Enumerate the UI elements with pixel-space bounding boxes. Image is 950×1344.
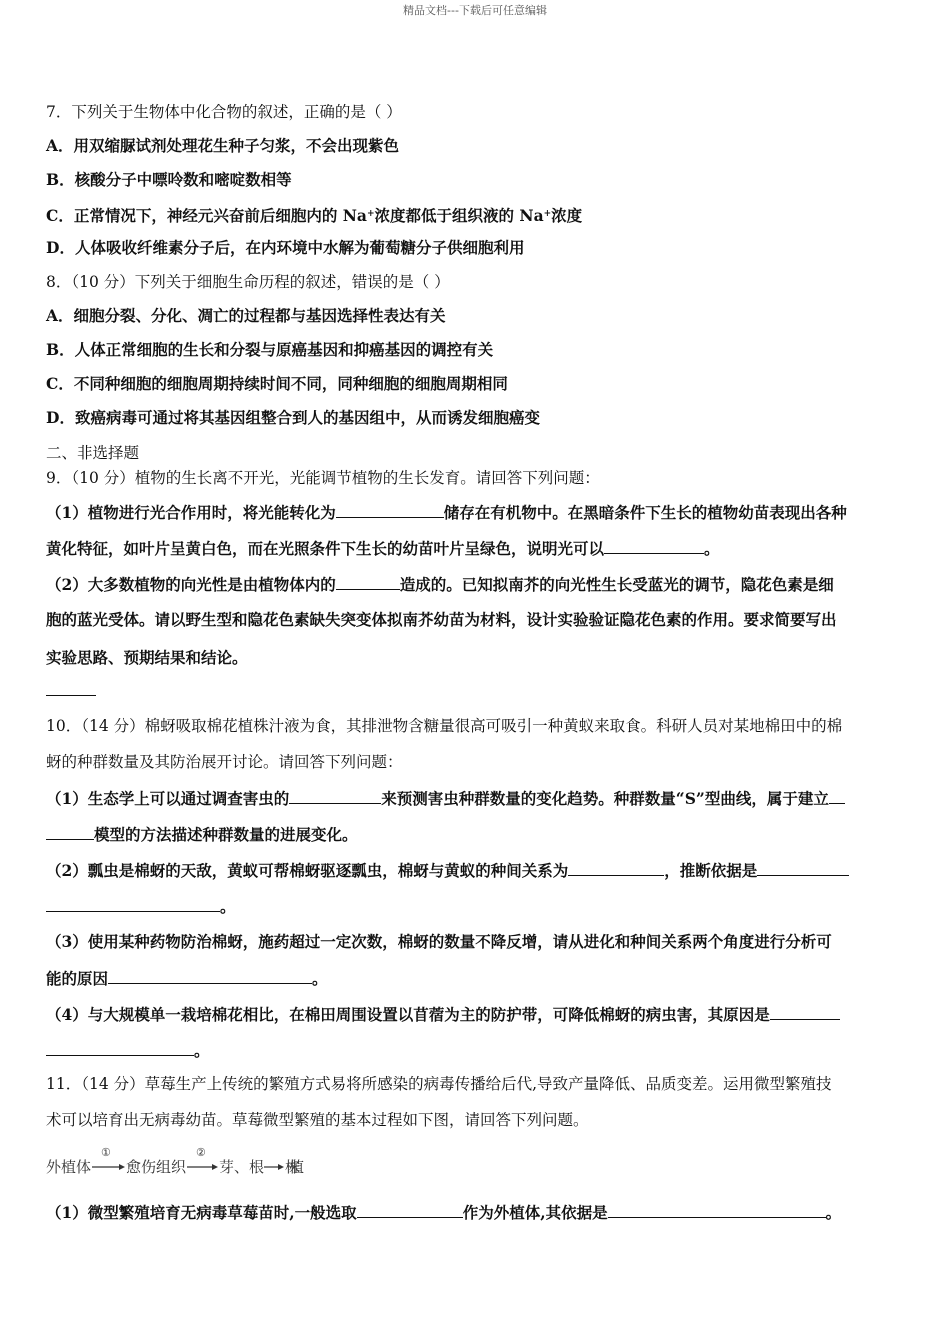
q10-part3-line2 <box>46 968 328 989</box>
answer-blank[interactable] <box>608 1202 826 1218</box>
q10-p3-text1: 能的原因 <box>46 969 109 988</box>
q9-p2-text1: （2）大多数植物的向光性是由植物体内的 <box>46 575 336 594</box>
answer-blank[interactable] <box>46 1040 194 1056</box>
q9-part2-line3: 实验思路、预期结果和结论。 <box>46 648 248 667</box>
q11-stem-line2: 术可以培育出无病毒幼苗。草莓微型繁殖的基本过程如下图，请回答下列问题。 <box>46 1111 589 1129</box>
q7-c-text2: 浓度都低于组织液的 Na <box>374 206 544 225</box>
q9-p2-text2: 造成的。已知拟南芥的向光性生长受蓝光的调节，隐花色素是细 <box>399 575 834 594</box>
q10-stem-line2: 蚜的种群数量及其防治展开讨论。请回答下列问题： <box>46 753 403 771</box>
answer-blank[interactable] <box>336 502 444 518</box>
q11-part1-line1 <box>46 1202 841 1223</box>
answer-blank[interactable] <box>770 1004 840 1020</box>
q8-option-a: A．细胞分裂、分化、凋亡的过程都与基因选择性表达有关 <box>46 306 446 325</box>
q11-p1-text3: 。 <box>825 1203 842 1222</box>
q7-option-b: B．核酸分子中嘌呤数和嘧啶数相等 <box>46 170 292 189</box>
q9-p1-text4: 。 <box>704 539 720 558</box>
answer-blank[interactable] <box>46 680 96 696</box>
q10-p2-text3: 。 <box>220 897 236 916</box>
q7-option-a: A．用双缩脲试剂处理花生种子匀浆，不会出现紫色 <box>46 136 400 155</box>
answer-blank[interactable] <box>46 824 94 840</box>
flow-node-explant: 外植体 <box>46 1158 92 1176</box>
q7-c-sup2: + <box>543 209 552 219</box>
answer-blank[interactable] <box>604 538 704 554</box>
q11-p1-text1: （1）微型繁殖培育无病毒草莓苗时,一般选取 <box>46 1203 357 1222</box>
flow-node-callus: 愈伤组织 <box>126 1158 187 1176</box>
q9-p1-text2: 储存在有机物中。在黑暗条件下生长的植物幼苗表现出各种 <box>443 503 847 522</box>
q9-part1-line2 <box>46 538 720 559</box>
q10-part4-line1 <box>46 1004 840 1025</box>
q8-option-d: D．致癌病毒可通过将其基因组整合到人的基因组中，从而诱发细胞癌变 <box>46 408 540 427</box>
q10-p1-text2: 来预测害虫种群数量的变化趋势。种群数量“S”型曲线，属于建立 <box>381 789 829 808</box>
answer-blank[interactable] <box>336 574 400 590</box>
q7-c-sup1: + <box>366 209 375 219</box>
q7-c-text1: C．正常情况下，神经元兴奋前后细胞内的 Na <box>46 206 367 225</box>
q7-option-d: D．人体吸收纤维素分子后，在内环境中水解为葡萄糖分子供细胞利用 <box>46 238 525 257</box>
q9-part2-line1 <box>46 574 834 595</box>
q10-p2-text1: （2）瓢虫是棉蚜的天敌，黄蚁可帮棉蚜驱逐瓢虫，棉蚜与黄蚁的种间关系为 <box>46 861 569 880</box>
q10-stem-line1: 10．（14 分）棉蚜吸取棉花植株汁液为食，其排泄物含糖量很高可吸引一种黄蚁来取食。科研人员对某地棉田中的棉 <box>46 717 843 735</box>
flow-step-2-label: ② <box>196 1146 206 1159</box>
q9-stem: 9．（10 分）植物的生长离不开光，光能调节植物的生长发育。请回答下列问题： <box>46 469 600 487</box>
flow-step-1-label: ① <box>101 1146 111 1159</box>
q7-option-c <box>46 204 582 226</box>
q8-option-c: C．不同种细胞的细胞周期持续时间不同，同种细胞的细胞周期相同 <box>46 374 508 393</box>
answer-blank[interactable] <box>829 788 845 804</box>
q10-p4-text2: 。 <box>194 1041 210 1060</box>
propagation-flow-diagram <box>46 1142 305 1182</box>
page-header: 精品文档---下载后可任意编辑 <box>403 4 547 17</box>
q11-p1-text2: 作为外植体,其依据是 <box>462 1203 608 1222</box>
flow-node-bud-root: 芽、根 <box>219 1158 265 1176</box>
answer-blank[interactable] <box>46 896 220 912</box>
answer-blank[interactable] <box>568 860 664 876</box>
flow-node-plant: 植株 <box>285 1158 305 1176</box>
q10-part4-line2 <box>46 1040 210 1061</box>
q8-stem: 8．（10 分）下列关于细胞生命历程的叙述，错误的是（ ） <box>46 273 450 291</box>
flow-arrowhead-3 <box>278 1164 284 1170</box>
q9-answer-line <box>46 680 96 701</box>
q10-p1-text1: （1）生态学上可以通过调查害虫的 <box>46 789 290 808</box>
flow-arrowhead-1 <box>119 1164 125 1170</box>
q7-stem: 7．下列关于生物体中化合物的叙述，正确的是（ ） <box>46 103 402 121</box>
q10-part2-line1 <box>46 860 849 881</box>
q9-part2-line2: 胞的蓝光受体。请以野生型和隐花色素缺失突变体拟南芥幼苗为材料，设计实验验证隐花色素的作用。要求简要写出 <box>46 610 837 629</box>
q10-part2-line2 <box>46 896 236 917</box>
q10-p4-text1: （4）与大规模单一栽培棉花相比，在棉田周围设置以苜蓿为主的防护带，可降低棉蚜的病虫害，其原因是 <box>46 1005 770 1024</box>
q9-part1-line1 <box>46 502 847 523</box>
q10-part1-line1 <box>46 788 845 809</box>
answer-blank[interactable] <box>289 788 381 804</box>
q8-option-b: B．人体正常细胞的生长和分裂与原癌基因和抑癌基因的调控有关 <box>46 340 494 359</box>
flow-arrowhead-2 <box>212 1164 218 1170</box>
section-heading: 二、非选择题 <box>46 444 140 462</box>
q9-p1-text1: （1）植物进行光合作用时，将光能转化为 <box>46 503 336 522</box>
q10-p3-text2: 。 <box>312 969 328 988</box>
answer-blank[interactable] <box>108 968 312 984</box>
answer-blank[interactable] <box>357 1202 463 1218</box>
q10-p2-text2: ，推断依据是 <box>664 861 758 880</box>
q10-part3-line1: （3）使用某种药物防治棉蚜，施药超过一定次数，棉蚜的数量不降反增，请从进化和种间关系两个角度进行分析可 <box>46 932 832 951</box>
q7-c-text3: 浓度 <box>551 206 583 225</box>
q10-part1-line2 <box>46 824 358 845</box>
answer-blank[interactable] <box>757 860 849 876</box>
q10-p1-text3: 模型的方法描述种群数量的进展变化。 <box>94 825 358 844</box>
q11-stem-line1: 11．（14 分）草莓生产上传统的繁殖方式易将所感染的病毒传播给后代,导致产量降低、品质变差。运用微型繁殖技 <box>46 1075 832 1093</box>
q9-p1-text3: 黄化特征，如叶片呈黄白色，而在光照条件下生长的幼苗叶片呈绿色，说明光可以 <box>46 539 605 558</box>
